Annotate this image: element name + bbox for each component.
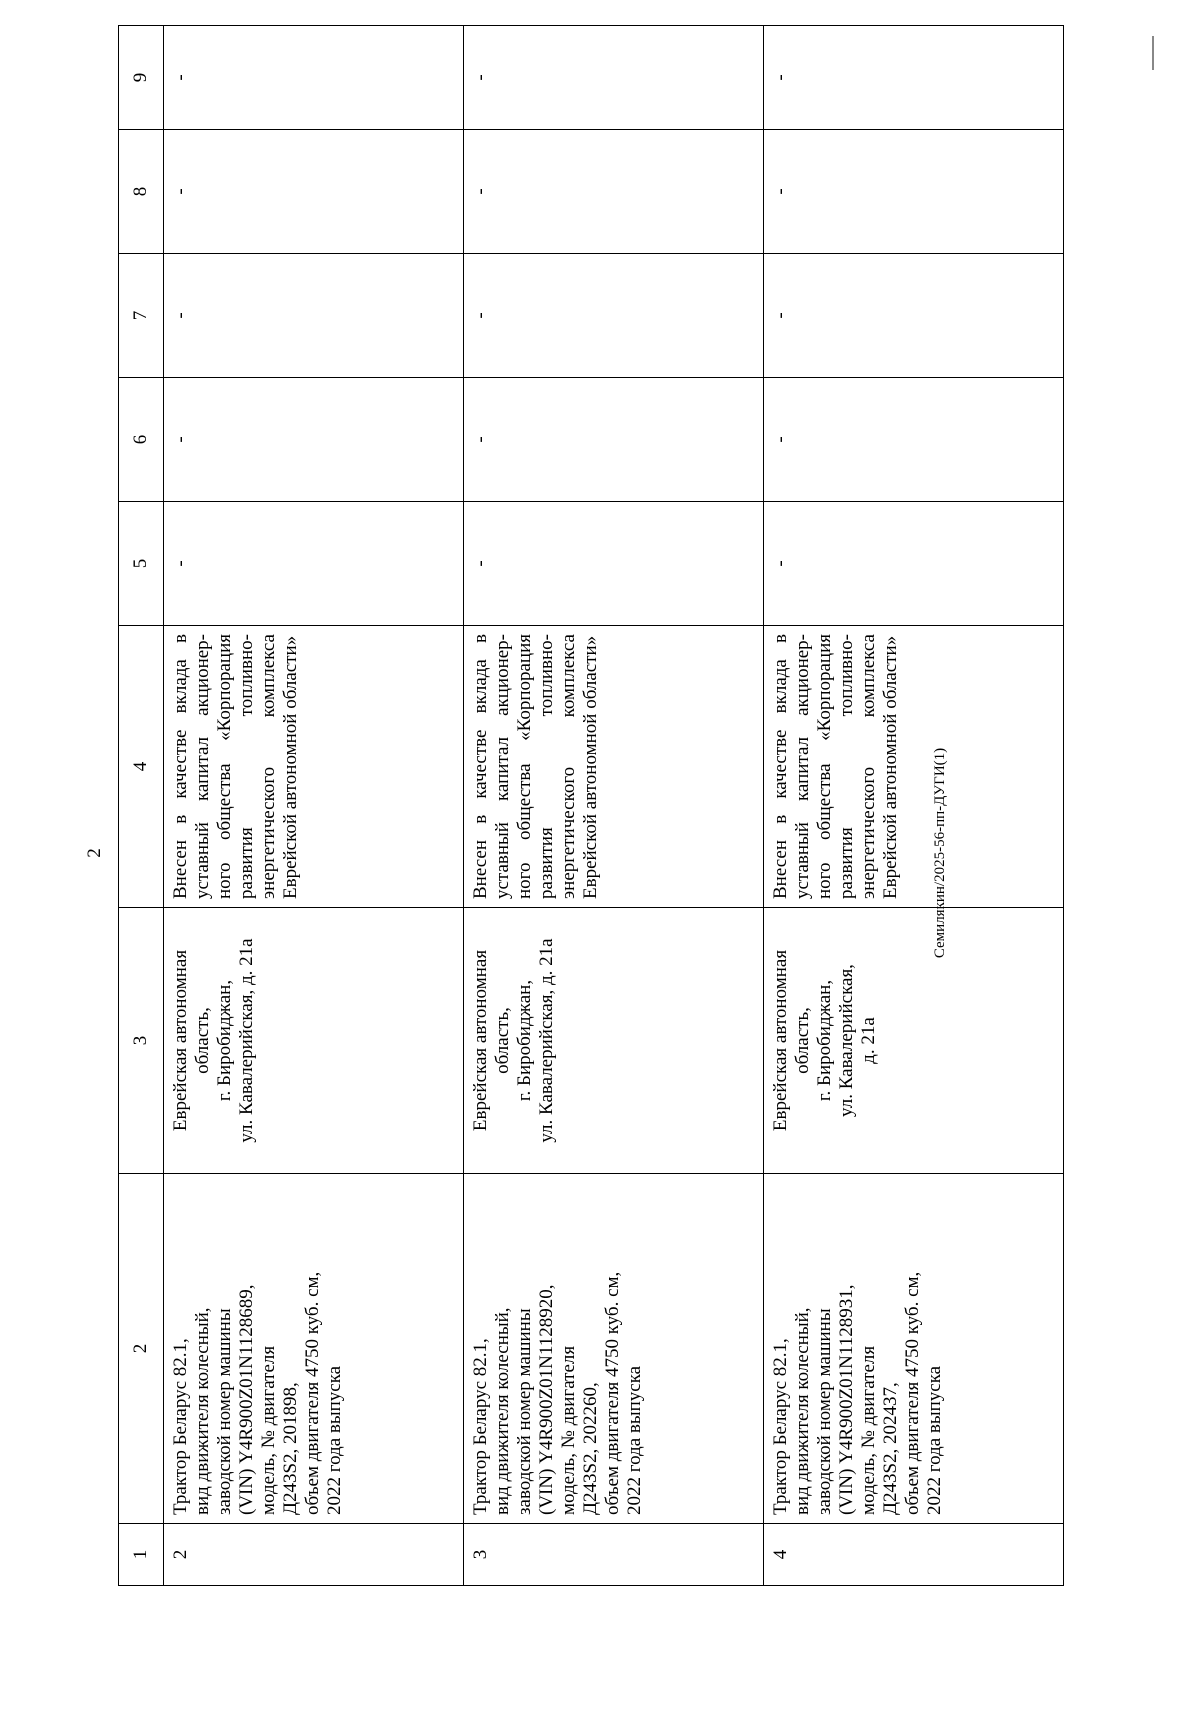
header-row bbox=[119, 26, 164, 1586]
column-header: 6 bbox=[119, 378, 164, 502]
document-code: Семилякин/2025-56-пп-ДУГИ(1) bbox=[932, 747, 948, 959]
table-row bbox=[164, 26, 464, 1586]
page-number: 2 bbox=[84, 848, 105, 858]
cell-col6: - bbox=[764, 378, 1064, 502]
column-header: 8 bbox=[119, 130, 164, 254]
cell-col6: - bbox=[164, 378, 464, 502]
object-note: Внесен в качестве вклада в уставный капитал акционер-ного общества «Корпорация развития топливно-энергетического комплекса Еврейской автономной области» bbox=[764, 626, 1064, 908]
cell-col5: - bbox=[464, 502, 764, 626]
row-number: 2 bbox=[164, 1524, 464, 1586]
cell-col7: - bbox=[164, 254, 464, 378]
object-description: Трактор Беларус 82.1, вид движителя колесный, заводской номер машины (VIN) Y4R900Z01N1128920, модель, № двигателя Д243S2, 202260, объем двигателя 4750 куб. см, 2022 года выпуска bbox=[464, 1174, 764, 1524]
table-row bbox=[764, 26, 1064, 1586]
cell-col9: - bbox=[464, 26, 764, 130]
object-address: Еврейская автономная область, г. Биробиджан, ул. Кавалерийская, д. 21а bbox=[464, 908, 764, 1174]
row-number: 4 bbox=[764, 1524, 1064, 1586]
column-header: 9 bbox=[119, 26, 164, 130]
cell-col9: - bbox=[164, 26, 464, 130]
row-number: 3 bbox=[464, 1524, 764, 1586]
cell-col7: - bbox=[464, 254, 764, 378]
table-container bbox=[118, 26, 1198, 1586]
table-row bbox=[464, 26, 764, 1586]
object-address: Еврейская автономная область, г. Биробиджан, ул. Кавалерийская, д. 21а bbox=[164, 908, 464, 1174]
column-header: 2 bbox=[119, 1174, 164, 1524]
cell-col6: - bbox=[464, 378, 764, 502]
column-header: 4 bbox=[119, 626, 164, 908]
object-note: Внесен в качестве вклада в уставный капитал акционер-ного общества «Корпорация развития топливно-энергетического комплекса Еврейской автономной области» bbox=[164, 626, 464, 908]
cell-col7: - bbox=[764, 254, 1064, 378]
object-address: Еврейская автономная область, г. Биробиджан, ул. Кавалерийская, д. 21а bbox=[764, 908, 1064, 1174]
object-note: Внесен в качестве вклада в уставный капитал акционер-ного общества «Корпорация развития топливно-энергетического комплекса Еврейской автономной области» bbox=[464, 626, 764, 908]
object-description: Трактор Беларус 82.1, вид движителя колесный, заводской номер машины (VIN) Y4R900Z01N1128689, модель, № двигателя Д243S2, 201898, объем двигателя 4750 куб. см, 2022 года выпуска bbox=[164, 1174, 464, 1524]
cell-col8: - bbox=[464, 130, 764, 254]
cell-col8: - bbox=[764, 130, 1064, 254]
cell-col5: - bbox=[764, 502, 1064, 626]
object-description: Трактор Беларус 82.1, вид движителя колесный, заводской номер машины (VIN) Y4R900Z01N1128931, модель, № двигателя Д243S2, 202437, объем двигателя 4750 куб. см, 2022 года выпуска bbox=[764, 1174, 1064, 1524]
column-header: 3 bbox=[119, 908, 164, 1174]
column-header: 7 bbox=[119, 254, 164, 378]
property-table bbox=[118, 25, 1064, 1586]
cell-col5: - bbox=[164, 502, 464, 626]
cell-col8: - bbox=[164, 130, 464, 254]
column-header: 1 bbox=[119, 1524, 164, 1586]
column-header: 5 bbox=[119, 502, 164, 626]
cell-col9: - bbox=[764, 26, 1064, 130]
